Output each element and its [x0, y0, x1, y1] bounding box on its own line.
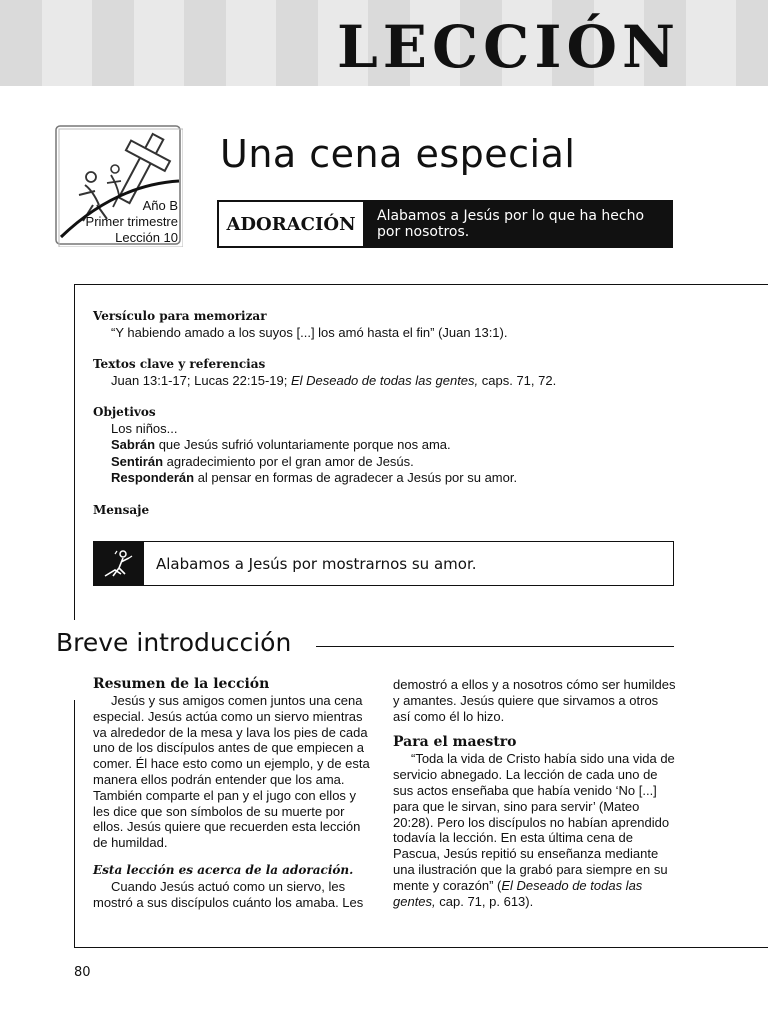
key-texts-heading: Textos clave y referencias — [93, 357, 266, 371]
intro-title: Breve introducción — [56, 628, 307, 657]
lesson-trimester: Primer trimestre — [85, 214, 178, 229]
objectives-heading: Objetivos — [93, 405, 156, 419]
summary-text: Jesús y sus amigos comen juntos una cena especial. Jesús actúa como un siervo mientras va alrededor de la mesa y lava los pies de cada uno de los discípulos antes de que empiecen a comer. Él hace esto como un ejemplo, y de esta manera ellos podrán entender que los ama. También comparte el pan y el jugo con ellos y les dice que son símbolos de su muerte por ellos. Jesús quiere que recuerden esta lección de humildad. — [93, 693, 370, 851]
intro-divider — [316, 646, 674, 647]
objectives-section — [93, 404, 673, 487]
lesson-overview — [93, 308, 673, 533]
message-text: Alabamos a Jesús por mostrarnos su amor. — [156, 554, 477, 573]
key-texts-text: Juan 13:1-17; Lucas 22:15-19; El Deseado de todas las gentes, caps. 71, 72. — [111, 372, 557, 388]
message-heading: Mensaje — [93, 502, 150, 517]
praise-figure-icon — [94, 542, 144, 585]
key-texts-section — [93, 356, 673, 389]
memory-verse-heading: Versículo para memorizar — [93, 309, 267, 323]
header-title: LECCIÓN — [337, 13, 680, 81]
memory-verse-text: “Y habiendo amado a los suyos [...] los amó hasta el fin” (Juan 13:1). — [111, 324, 508, 340]
objective-item: Sentirán agradecimiento por el gran amor de Jesús. — [111, 453, 414, 469]
about-heading: Esta lección es acerca de la adoración. — [93, 862, 354, 877]
theme-box — [217, 200, 673, 248]
summary-heading: Resumen de la lección — [93, 676, 270, 692]
lesson-info — [60, 198, 178, 246]
memory-verse-section — [93, 308, 673, 341]
intro-column-left — [93, 676, 375, 910]
teacher-text: “Toda la vida de Cristo había sido una vida de servicio abnegado. La lección de cada uno de sus actos enseñaba que había venido ‘No [...] para que le sirvan, sino para servir’ (Mateo 20:28). Pero los discípulos no habían aprendido todavía la lección. En esta última cena de Pascua, Jesús repitió su enseñanza mediante una ilustración que la grabó para siempre en su mente y corazón” (El Deseado de todas las gentes, cap. 71, p. 613). — [393, 751, 675, 909]
theme-text: Alabamos a Jesús por lo que ha hecho por nosotros. — [363, 202, 671, 246]
message-section — [93, 502, 673, 519]
objective-item: Sabrán que Jesús sufrió voluntariamente porque nos ama. — [111, 437, 451, 452]
objectives-intro: Los niños... — [111, 420, 178, 436]
theme-label: ADORACIÓN — [219, 202, 363, 246]
lesson-year: Año B — [142, 198, 178, 213]
about-continuation: demostró a ellos y a nosotros cómo ser humildes y amantes. Jesús quiere que sirvamos a otros así como él lo hizo. — [393, 677, 676, 724]
lesson-number: Lección 10 — [115, 230, 178, 245]
page-number: 80 — [74, 965, 91, 980]
message-box — [93, 541, 674, 586]
teacher-heading: Para el maestro — [393, 734, 517, 751]
lesson-title: Una cena especial — [220, 132, 576, 176]
about-text: Cuando Jesús actuó como un siervo, les mostró a sus discípulos cuánto los amaba. Les — [93, 878, 364, 910]
intro-column-right — [393, 677, 677, 909]
objective-item: Responderán al pensar en formas de agradecer a Jesús por su amor. — [111, 470, 518, 485]
